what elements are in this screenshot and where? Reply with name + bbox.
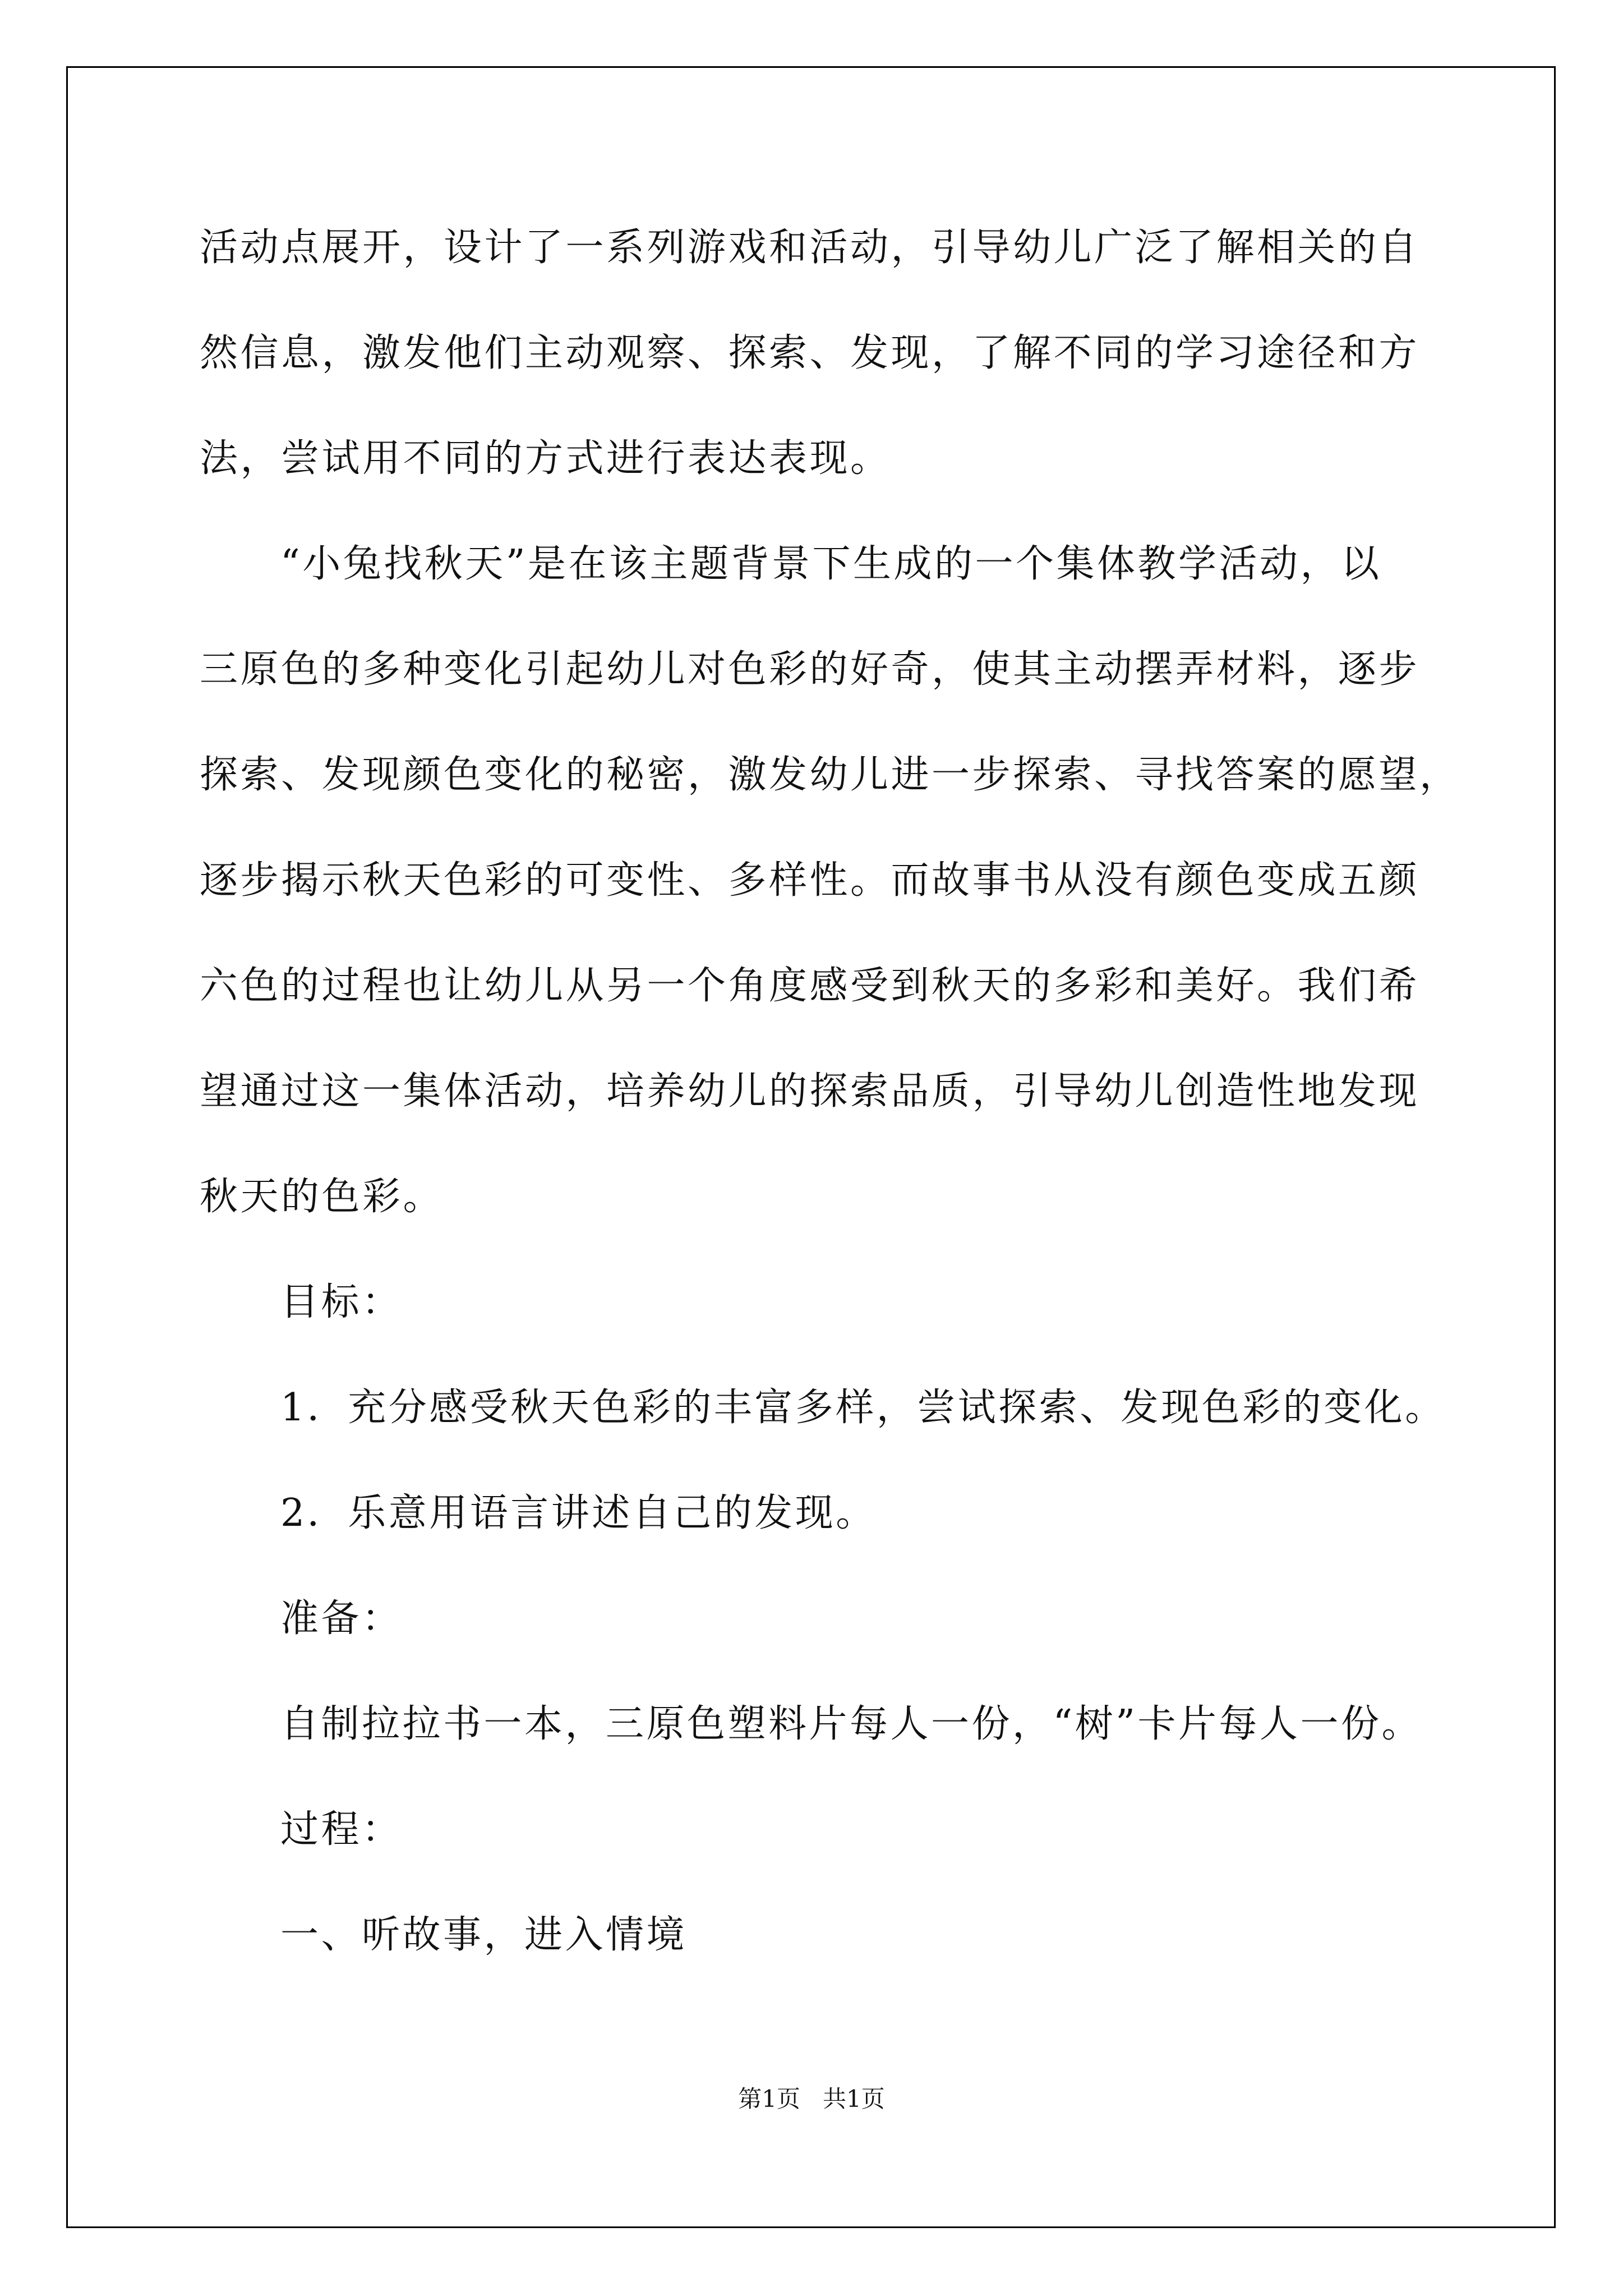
goals-heading: 目标： (280, 1280, 403, 1324)
paragraph2-line5: 六色的过程也让幼儿从另一个角度感受到秋天的多彩和美好。我们希 (200, 964, 1420, 1008)
paragraph2-line7: 秋天的色彩。 (200, 1175, 444, 1219)
paragraph1-line3: 法，尝试用不同的方式进行表达表现。 (200, 436, 891, 481)
paragraph2-line4: 逐步揭示秋天色彩的可变性、多样性。而故事书从没有颜色变成五颜 (200, 858, 1420, 903)
paragraph2-line3: 探索、发现颜色变化的秘密，激发幼儿进一步探索、寻找答案的愿望， (200, 753, 1460, 797)
paragraph1-line1: 活动点展开，设计了一系列游戏和活动，引导幼儿广泛了解相关的自 (200, 226, 1420, 270)
paragraph2-line1: “小兔找秋天”是在该主题背景下生成的一个集体教学活动，以 (280, 542, 1382, 586)
prep-heading: 准备： (280, 1596, 403, 1641)
goal-item-2: 2．乐意用语言讲述自己的发现。 (280, 1491, 877, 1535)
prep-text: 自制拉拉书一本，三原色塑料片每人一份，“树”卡片每人一份。 (280, 1702, 1423, 1746)
page-footer: 第1页 共1页 (738, 2085, 885, 2113)
process-heading: 过程： (280, 1807, 403, 1852)
process-step-1: 一、听故事，进入情境 (280, 1913, 688, 1957)
goal-item-1: 1．充分感受秋天色彩的丰富多样，尝试探索、发现色彩的变化。 (280, 1386, 1446, 1430)
page-border (66, 66, 1556, 2228)
paragraph2-line2: 三原色的多种变化引起幼儿对色彩的好奇，使其主动摆弄材料，逐步 (200, 647, 1420, 692)
paragraph1-line2: 然信息，激发他们主动观察、探索、发现，了解不同的学习途径和方 (200, 331, 1420, 375)
paragraph2-line6: 望通过这一集体活动，培养幼儿的探索品质，引导幼儿创造性地发现 (200, 1069, 1420, 1114)
